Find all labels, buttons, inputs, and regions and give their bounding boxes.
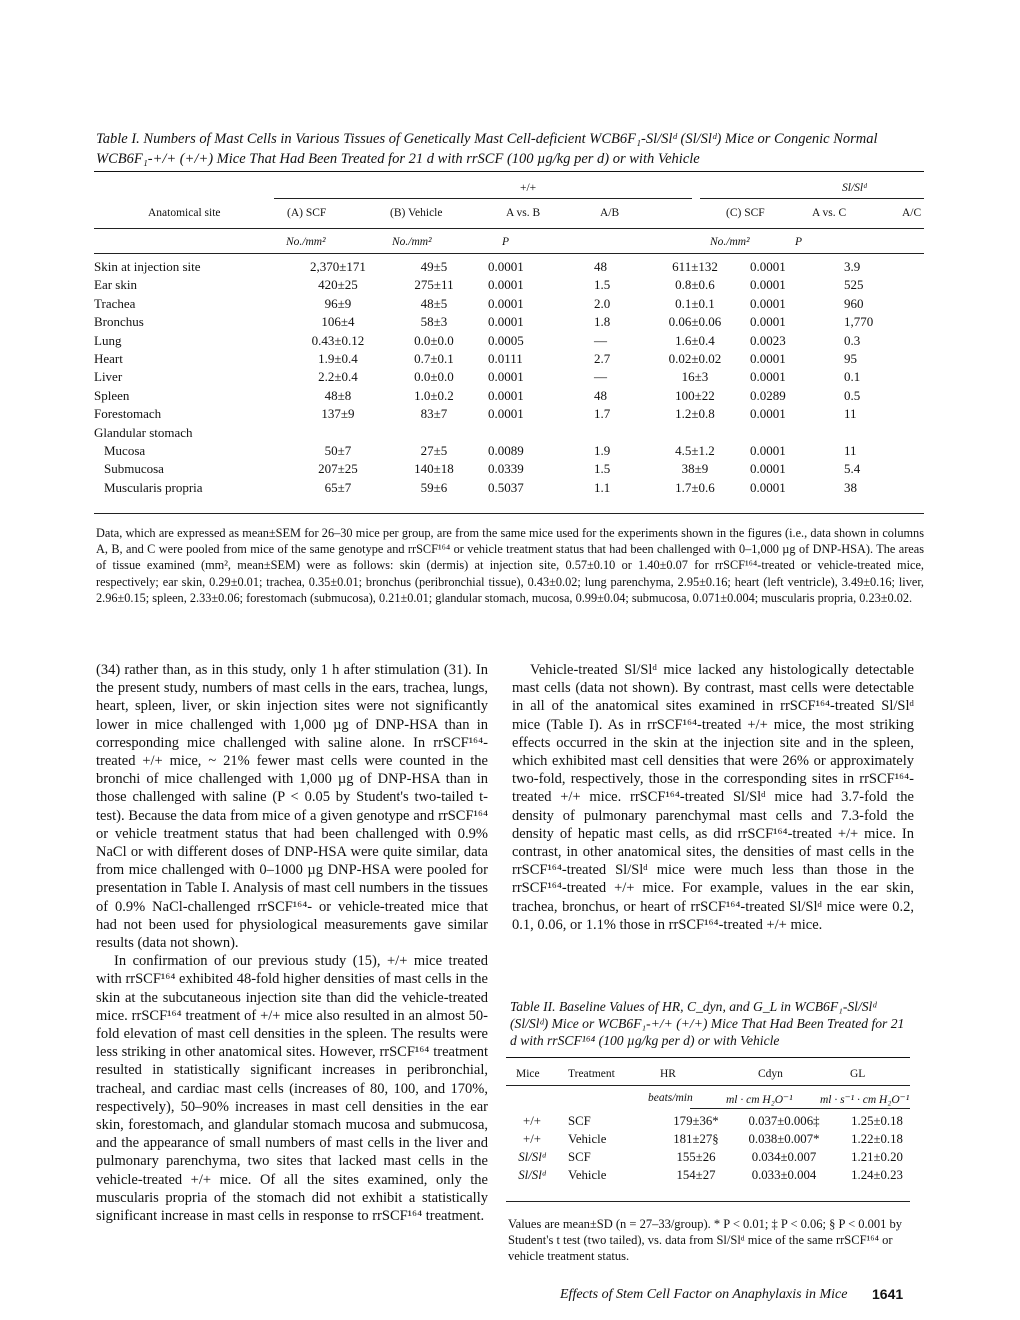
table-cell: 59±6 [420,479,448,495]
table-cell: 2,370±171 [310,259,366,274]
table-cell: SCF [568,1114,591,1128]
page-number: 1641 [872,1286,904,1302]
table-row [94,368,904,386]
table2-col-gl: GL [850,1068,866,1080]
table2-units-rule [690,1108,910,1109]
table-row [94,313,904,331]
table1-units-rule [94,253,924,254]
table-cell: 27±5 [420,443,448,459]
table1-col-ac: A/C [902,207,922,219]
table2-col-hr: HR [660,1068,676,1080]
table2-header-rule [506,1085,910,1086]
table-cell: 0.0001 [488,259,524,274]
table1-footnote: Data, which are expressed as mean±SEM for 26–30 mice per group, are from the same mice used for the experiments shown in the figures (i.e., data shown in columns A, B, and C were pooled from mice of the same genotype and rrSCF¹⁶⁴ or vehicle treatment status that had been challenged with 0–1,000 µg of DNP-HSA). The areas of tissue examined (mm², mean±SEM) were as follows: skin (dermis) at injection site, 0.57±0.10 or 1.40±0.07 for rrSCF¹⁶⁴-treated or vehicle-treated mice, respectively; ear skin, 0.29±0.01; trachea, 0.35±0.01; bronchus (peribronchial tissue), 0.43±0.02; lung parenchyma, 2.95±0.16; heart (left ventricle), 3.49±0.16; liver, 2.96±0.15; spleen, 2.33±0.06; forestomach (submucosa), 0.21±0.01; glandular stomach, mucosa, 0.99±0.04; submucosa, 0.071±0.004; muscularis propria, 0.23±0.02. [96,526,924,605]
table-cell: 0.033±0.004 [751,1168,817,1182]
table-row [506,1166,920,1184]
table-cell: 95 [844,351,857,367]
table-cell: 1.24±0.23 [851,1168,903,1182]
table1-col-b: (B) Vehicle [390,207,443,219]
table-cell: SCF [568,1150,591,1164]
table-row-label: Sl/Slᵈ [518,1168,546,1182]
table-cell: 0.0001 [750,443,786,459]
table-cell: 0.7±0.1 [414,351,454,367]
table-row-label: Sl/Slᵈ [518,1150,546,1164]
table-row-label: +/+ [523,1114,541,1128]
table2-footnote: Values are mean±SD (n = 27–33/group). * P < 0.01; ‡ P < 0.06; § P < 0.001 by Student's t test (two tailed), vs. data from Sl/Slᵈ mice of the same rrSCF¹⁶⁴ or vehicle treatment status. [508,1217,903,1263]
table-cell: 0.5037 [488,479,524,495]
table-cell: 0.0001 [750,351,786,367]
table-cell: 1.5 [594,461,611,477]
table-row [94,424,904,442]
table-row-label: Bronchus [94,314,144,330]
table-row-label: Skin at injection site [94,259,201,274]
table-cell: 0.1 [844,369,861,385]
table-cell: 11 [844,443,857,459]
table-cell: 0.0023 [750,332,786,348]
table-cell: 1.1 [594,479,611,495]
table-cell: 1,770 [844,314,874,330]
table1-group-wt-label: +/+ [520,182,537,194]
table-cell [386,424,482,442]
table-cell: 2.0 [594,295,611,311]
table-cell: 0.0001 [488,406,524,422]
table-cell: 155±26 [676,1150,716,1164]
table-cell: 0.0001 [750,369,786,385]
table-cell: 0.0111 [488,351,523,367]
table-cell: 2.2±0.4 [318,369,358,385]
right-column [512,661,914,934]
table-row [94,295,904,313]
table-cell: 0.3 [844,332,861,348]
table-cell: 0.0±0.0 [414,332,454,348]
table-row-label: Submucosa [104,461,164,477]
table2-bottom-rule [506,1201,910,1202]
table-cell: 0.0001 [488,314,524,330]
table-row [94,460,904,478]
running-title: Effects of Stem Cell Factor on Anaphylaxis in Mice [560,1287,848,1302]
table-cell: 5.4 [844,461,861,477]
table-cell: 65±7 [324,479,352,495]
table1-group-mut-label: Sl/Slᵈ [842,182,867,194]
table1-unit-a: No./mm² [286,236,326,248]
table-cell: 0.02±0.02 [668,351,722,367]
table-cell: 0.0001 [488,277,524,293]
table2-top-rule [506,1057,910,1058]
table-cell: 16±3 [681,369,709,385]
table1-unit-b: No./mm² [392,236,432,248]
left-paragraph-1: (34) rather than, as in this study, only 1 h after stimulation (31). In the present study, numbers of mast cells in the ears, trachea, lungs, heart, spleen, liver, or skin injection sites were not significantly lower in mice challenged with 1,000 µg of DNP-HSA than in corresponding mice challenged with saline alone. In rrSCF¹⁶⁴-treated +/+ mice, ~ 21% fewer mast cells were counted in the bronchi of mice challenged with 1,000 µg of DNP-HSA than in those challenged with saline (P < 0.05 by Student's two-tailed t-test). Because the data from mice of a given genotype and rrSCF¹⁶⁴ or vehicle treatment status that had been challenged with 0.9% NaCl or with different doses of DNP-HSA were quite similar, data from mice challenged with 0–1000 µg DNP-HSA were pooled for presentation in Table I. Analysis of mast cell numbers in the tissues of 0.9% NaCl-challenged rrSCF¹⁶⁴- or vehicle-treated mice that had not been used for physiological measurements gave similar results (data not shown). [96,662,488,952]
table-cell: 1.7 [594,406,611,422]
table2-col-treatment: Treatment [568,1068,615,1080]
table-row [94,405,904,423]
table-cell: 4.5±1.2 [675,443,715,459]
table1-group-mut-rule [700,198,924,199]
table-cell: Vehicle [568,1168,607,1182]
table-row-label: Glandular stomach [94,424,193,440]
table-cell: 0.037±0.006‡ [748,1114,820,1128]
table-cell [290,424,386,442]
table-cell: 0.0289 [750,387,786,403]
table-row [94,258,904,276]
table2-col-cdyn: Cdyn [758,1068,783,1080]
table-row [94,350,904,368]
table-cell: 0.0001 [488,295,524,311]
table1-col-a: (A) SCF [287,207,327,219]
table-row-label: Lung [94,332,122,348]
table-cell: 96±9 [324,295,352,311]
table-cell: 1.9±0.4 [318,351,358,367]
table-row [94,387,904,405]
table2-unit-cdyn: ml · cm H₂O⁻¹ [726,1094,793,1106]
table1-col-site: Anatomical site [148,207,221,219]
table-cell: 48 [594,259,607,274]
table-cell: 137±9 [321,406,355,422]
table1-col-c: (C) SCF [726,207,765,219]
table-cell [644,424,746,442]
table1-header-rule [94,228,924,229]
table-row-label: Heart [94,351,123,367]
table-cell: 1.5 [594,277,611,293]
table-row-label: +/+ [523,1132,541,1146]
table-cell [482,424,588,442]
table-row [94,479,904,497]
table-cell: 0.038±0.007* [748,1132,820,1146]
table-cell: 0.0089 [488,443,524,459]
table-cell: 38 [844,479,857,495]
table-cell: 1.6±0.4 [675,332,715,348]
table-row-label: Trachea [94,295,136,311]
table1-unit-avb: P [502,236,510,248]
table-cell: 525 [844,277,864,293]
table-cell: 0.0001 [750,314,786,330]
table-cell: 0.8±0.6 [675,277,715,293]
table-cell: 207±25 [318,461,358,477]
table-cell: 275±11 [414,277,454,293]
table-cell: 48 [594,387,607,403]
table-row [94,332,904,350]
table-cell: 49±5 [420,259,448,274]
table-cell: 0.0001 [750,259,786,274]
table-cell: 1.25±0.18 [851,1114,903,1128]
table-cell: 11 [844,406,857,422]
table-cell: 2.7 [594,351,611,367]
table-cell: 0.0005 [488,332,524,348]
table-cell: 50±7 [324,443,352,459]
table-cell: 140±18 [414,461,454,477]
table-cell: 0.0339 [488,461,524,477]
table-cell: — [594,369,607,385]
table-cell: 181±27§ [673,1132,719,1146]
table1-bottom-rule [94,513,924,514]
table-cell: 0.5 [844,387,861,403]
table-cell: 0.43±0.12 [311,332,365,348]
table2-unit-hr: beats/min [648,1092,693,1104]
table-cell: 48±5 [420,295,448,311]
table2-caption: Table II. Baseline Values of HR, C_dyn, and G_L in WCB6F₁-Sl/Slᵈ (Sl/Slᵈ) Mice or WCB6F₁-+/+ (+/+) Mice That Had Been Treated for 21 d with rrSCF¹⁶⁴ (100 µg/kg per d) or with Vehicle [510,999,905,1048]
table2-body [506,1112,920,1184]
table-cell: 960 [844,295,864,311]
table-row-label: Spleen [94,387,130,403]
right-paragraph-1: Vehicle-treated Sl/Slᵈ mice lacked any histologically detectable mast cells (data not shown). By contrast, mast cells were detectable in all of the anatomical sites examined in rrSCF¹⁶⁴-treated Sl/Slᵈ mice (Table I). As in rrSCF¹⁶⁴-treated +/+ mice, the most striking effects occurred in the skin at the injection site and in the spleen, which exhibited mast cell densities that were 26% or approximately two-fold, respectively, those in the corresponding sites in rrSCF¹⁶⁴-treated +/+ mice. rrSCF¹⁶⁴-treated Sl/Slᵈ mice had 3.7-fold the density of pulmonary parenchymal mast cells and 7.3-fold the density of hepatic mast cells, as did rrSCF¹⁶⁴-treated +/+ mice. In contrast, in other anatomical sites, the densities of mast cells in the rrSCF¹⁶⁴-treated Sl/Slᵈ mice were much less than those in the rrSCF¹⁶⁴-treated +/+ mice. For example, values in the ear skin, trachea, bronchus, or heart of rrSCF¹⁶⁴-treated Sl/Slᵈ mice were 0.2, 0.1, 0.06, or 1.1% those in rrSCF¹⁶⁴-treated +/+ mice. [512,662,914,933]
table-cell: 0.0001 [750,277,786,293]
table-cell: 1.21±0.20 [851,1150,903,1164]
table-cell: 0.06±0.06 [668,314,722,330]
table-cell: 0.0001 [750,295,786,311]
table-cell: 1.0±0.2 [414,387,454,403]
table-cell: 0.0001 [488,387,524,403]
table-cell: 0.0001 [750,406,786,422]
table-cell: 0.0001 [488,369,524,385]
table2-col-mice: Mice [516,1068,540,1080]
table-row-label: Forestomach [94,406,162,422]
table-cell: 0.1±0.1 [675,295,715,311]
table-cell: 179±36* [673,1114,719,1128]
table-row [94,442,904,460]
table-row [506,1112,920,1130]
table1-caption: Table I. Numbers of Mast Cells in Various Tissues of Genetically Mast Cell-deficient WCB6F₁-Sl/Slᵈ (Sl/Slᵈ) Mice or Congenic Normal WCB6F₁-+/+ (+/+) Mice That Had Been Treated for 21 d with rrSCF (100 µg/kg per d) or with Vehicle [96,131,878,167]
table-cell: 3.9 [844,259,861,274]
table-cell: 58±3 [420,314,448,330]
table-cell: 48±8 [324,387,352,403]
table-cell [842,424,904,442]
table-row [506,1148,920,1166]
table-cell: 0.0±0.0 [414,369,454,385]
left-column [96,661,488,1225]
table1-unit-avc: P [795,236,803,248]
table1-unit-c: No./mm² [710,236,750,248]
table-row [506,1130,920,1148]
table1-col-avb: A vs. B [506,207,541,219]
table-cell: 1.2±0.8 [675,406,715,422]
table-row [94,276,904,294]
table-cell: 83±7 [420,406,448,422]
left-paragraph-2: In confirmation of our previous study (15), +/+ mice treated with rrSCF¹⁶⁴ exhibited 48-fold higher densities of mast cells in the skin at the subcutaneous injection site than did the vehicle-treated mice. rrSCF¹⁶⁴ treatment of +/+ mice also resulted in an almost 50-fold elevation of mast cell densities in the spleen. The results were less striking in other anatomical sites. However, rrSCF¹⁶⁴ treatment resulted in statistically significant increases in peribronchial, tracheal, and cardiac mast cells (increases of 80, 100, and 170%, respectively), 50–90% increases in mast cell densities in the ear skin, forestomach, and glandular stomach mucosa and submucosa, and the appearance of small numbers of mast cells in the liver and pulmonary parenchyma, two sites that lacked mast cells in the vehicle-treated +/+ mice. Of all the sites examined, only the muscularis propria of the stomach did not exhibit a statistically significant increase in mast cells in response to rrSCF¹⁶⁴ treatment. [96,953,488,1225]
table-cell: 106±4 [321,314,355,330]
table-row-label: Mucosa [104,443,146,459]
table-cell: 38±9 [681,461,709,477]
table2-unit-gl: ml · s⁻¹ · cm H₂O⁻¹ [820,1094,910,1106]
table-cell [746,424,842,442]
table1-body [94,258,904,497]
table-cell: 1.22±0.18 [851,1132,903,1146]
table-cell: 1.7±0.6 [675,479,715,495]
table-row-label: Muscularis propria [104,479,203,495]
table1-group-wt-rule [274,198,692,199]
table-cell: 154±27 [676,1168,716,1182]
table1-col-ab: A/B [600,207,620,219]
table-cell: Vehicle [568,1132,607,1146]
table1-top-rule [94,171,924,172]
table-cell [588,424,644,442]
table-cell: 1.8 [594,314,611,330]
table-cell: — [594,332,607,348]
table-row-label: Liver [94,369,123,385]
table-row-label: Ear skin [94,277,137,293]
table-cell: 0.0001 [750,479,786,495]
table-cell: 0.0001 [750,461,786,477]
table1-col-avc: A vs. C [812,207,847,219]
table-cell: 611±132 [672,259,718,274]
table-cell: 0.034±0.007 [751,1150,817,1164]
table-cell: 100±22 [675,387,715,403]
table-cell: 420±25 [318,277,358,293]
table-cell: 1.9 [594,443,611,459]
